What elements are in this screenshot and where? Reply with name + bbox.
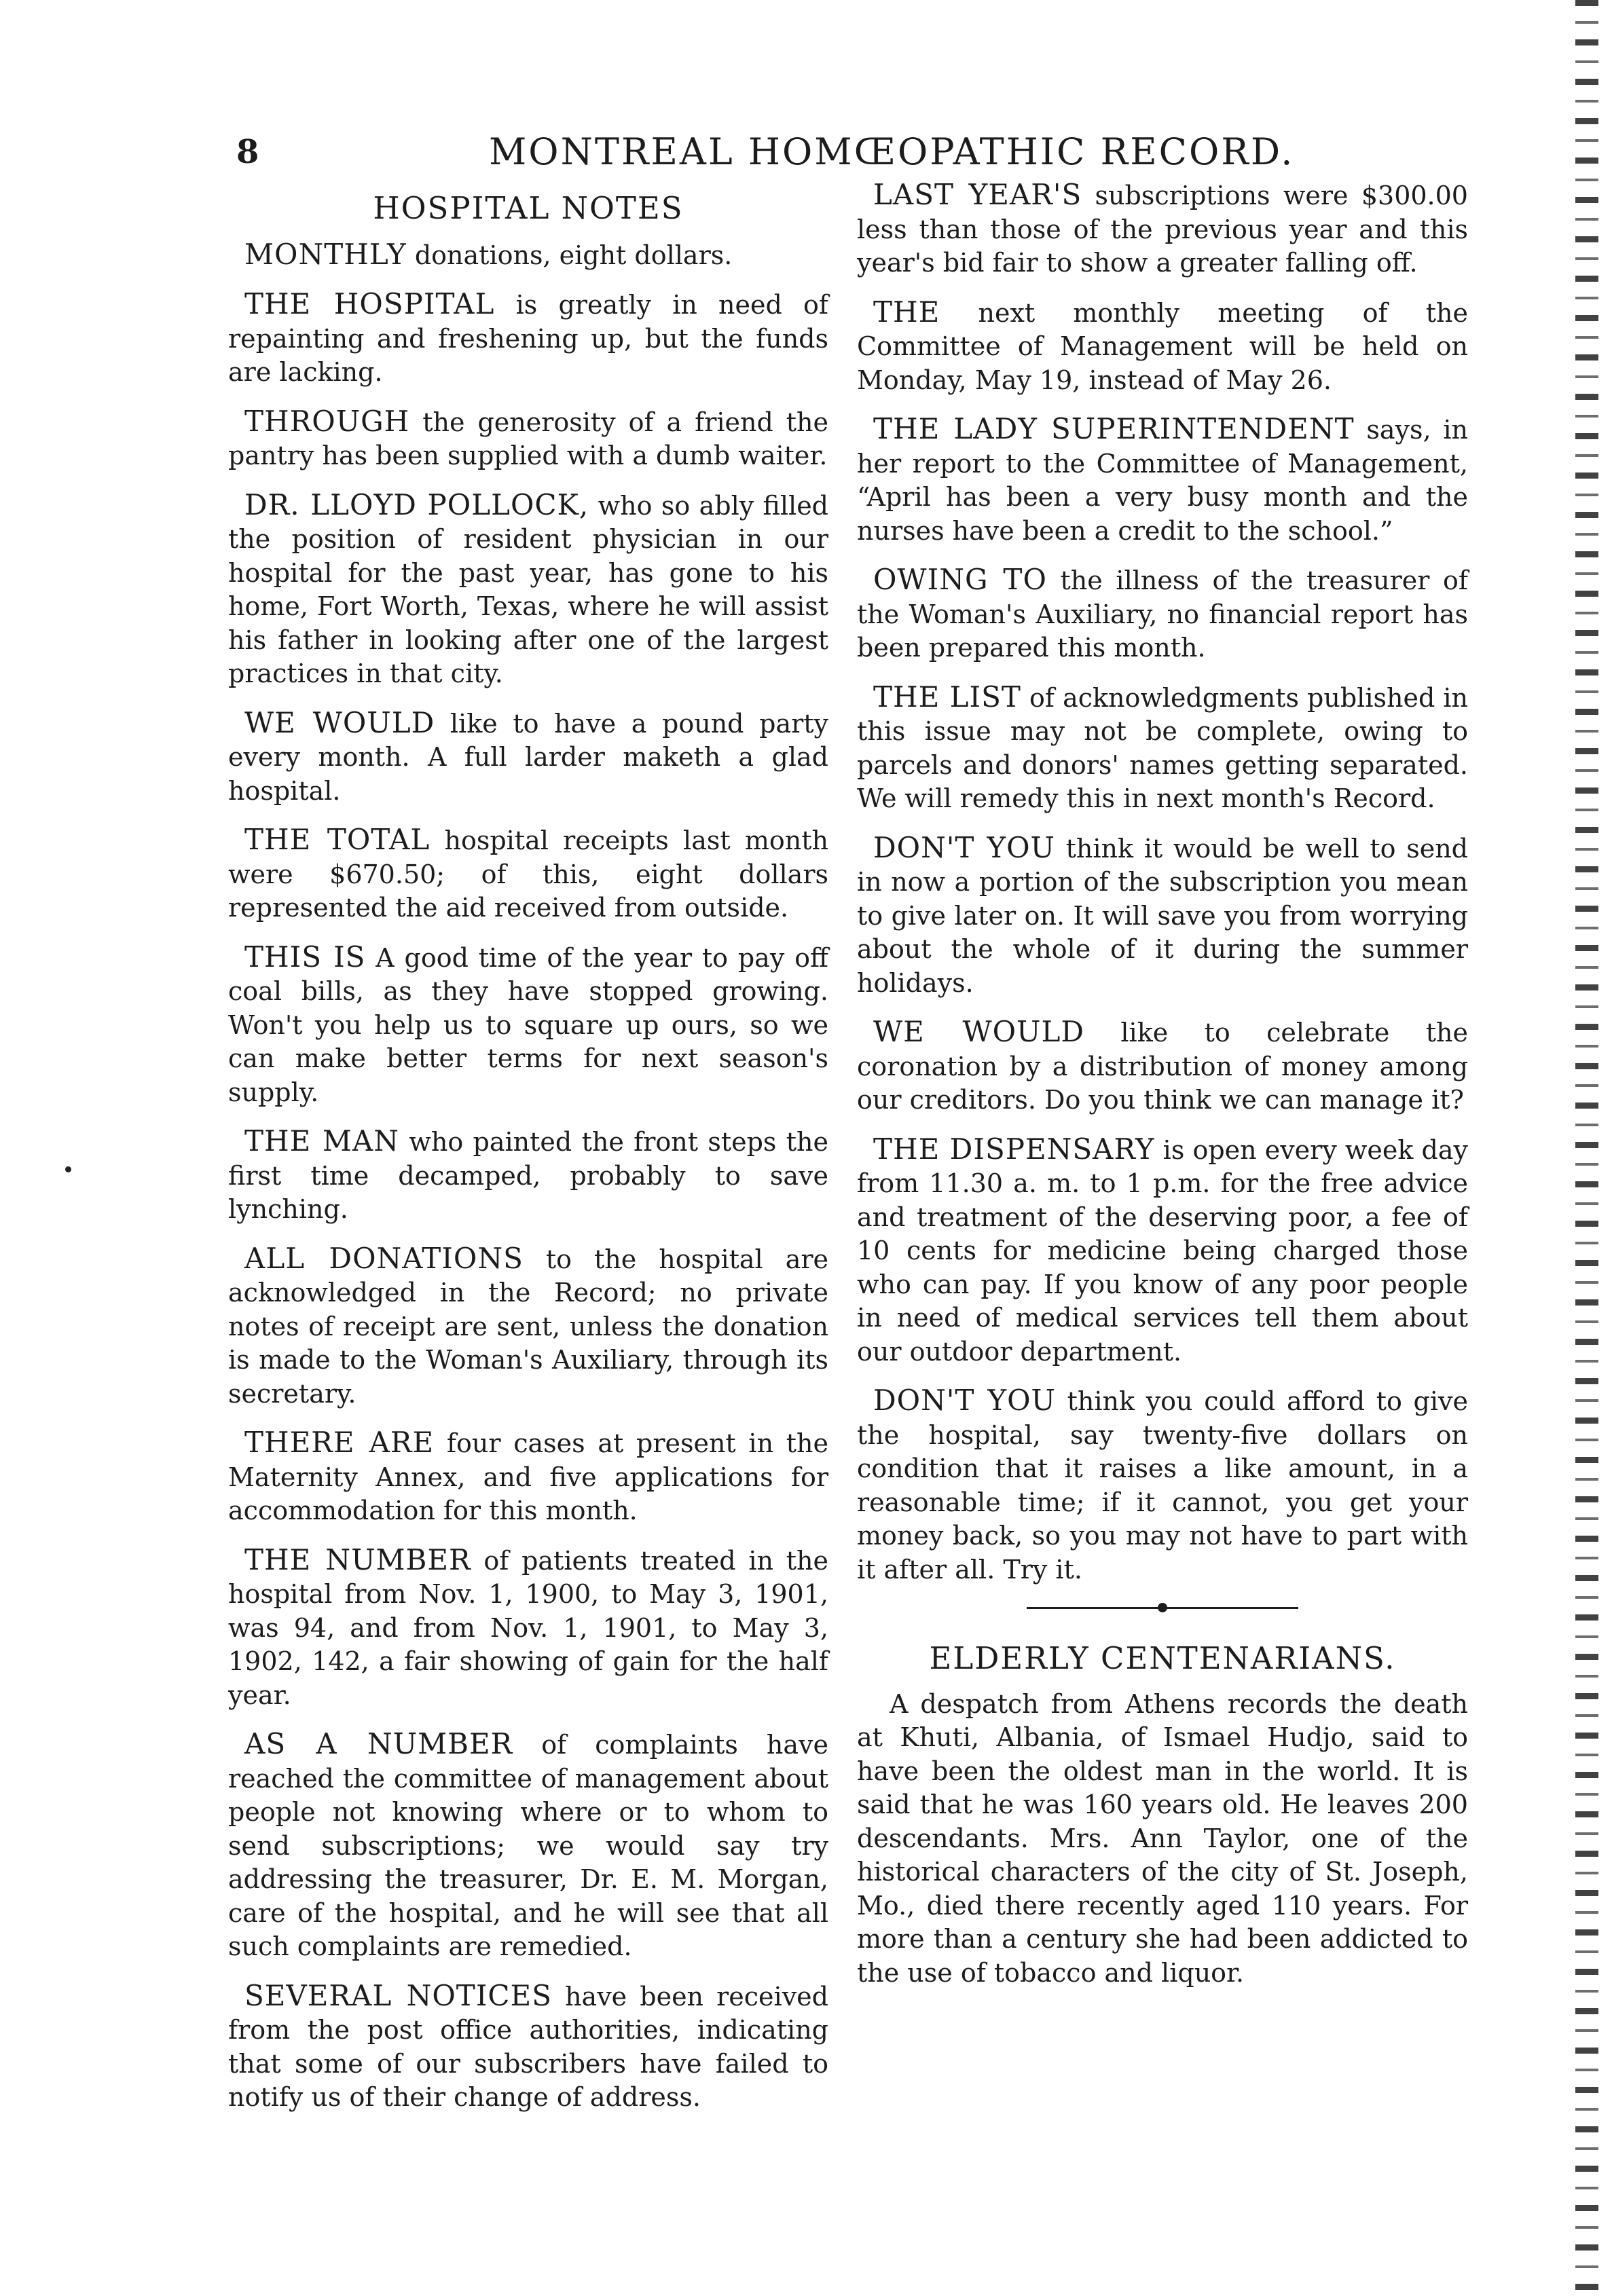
note-lead: THE TOTAL: [244, 823, 431, 856]
scan-speck: [65, 1166, 71, 1172]
note-text: is greatly in need of repainting and freshening up, but the funds are lacking.: [228, 290, 828, 387]
note-text: four cases at present in the Maternity Annex, and five applications for accommodation for this month.: [228, 1428, 828, 1525]
note-lead: THE NUMBER: [244, 1542, 471, 1576]
note-lead: THE LADY SUPERINTENDENT: [873, 412, 1355, 445]
note-text: of acknowledgments published in this issue may not be complete, owing to parcels and donors' names getting separated. We will remedy this in next month's Record.: [857, 682, 1468, 813]
note-paragraph: [228, 940, 828, 1110]
note-paragraph: [857, 412, 1468, 548]
note-paragraph: [857, 680, 1468, 816]
note-paragraph: [857, 1384, 1468, 1587]
note-lead: WE WOULD: [873, 1015, 1085, 1048]
note-lead: THE HOSPITAL: [244, 287, 495, 320]
note-paragraph: [228, 287, 828, 390]
divider-ornament: [1158, 1603, 1167, 1612]
note-paragraph: [228, 1979, 828, 2115]
note-paragraph: [228, 1543, 828, 1713]
right-column: [857, 178, 1468, 2005]
note-text: of complaints have reached the committee of management about people not knowing where or to whom to send subscriptions; we would say try addressing the treasurer, Dr. E. M. Morgan, care of the hospital, and he will see that all such complaints are remedied.: [228, 1730, 828, 1961]
note-paragraph: [228, 706, 828, 809]
note-text: like to have a pound party every month. A full larder maketh a glad hospital.: [228, 708, 828, 806]
note-text: says, in her report to the Committee of Management, “April has been a very busy month and the nurses have been a credit to the school.”: [857, 415, 1468, 546]
note-paragraph: [228, 1426, 828, 1528]
note-text: think it would be well to send in now a portion of the subscription you mean to give later on. It will save you from worrying about the whole of it during the summer holidays.: [857, 833, 1468, 998]
note-lead: SEVERAL NOTICES: [244, 1978, 552, 2012]
note-lead: MONTHLY: [244, 237, 407, 271]
right-notes-list: [857, 178, 1468, 1587]
note-paragraph: [228, 1727, 828, 1964]
note-text: of patients treated in the hospital from Nov. 1, 1900, to May 3, 1901, was 94, and from Nov. 1, 1901, to May 3, 1902, 142, a fair showing of gain for the half year.: [228, 1545, 828, 1710]
note-paragraph: [857, 1132, 1468, 1369]
note-paragraph: [857, 831, 1468, 1001]
hospital-notes-heading: HOSPITAL NOTES: [373, 190, 684, 226]
left-notes-list: [228, 238, 828, 2115]
article-body: A despatch from Athens records the death at Khuti, Albania, of Ismael Hudjo, said to have been the oldest man in the world. It is said that he was 160 years old. He leaves 200 descendants. Mrs. Ann Taylor, one of the historical characters of the city of St. Joseph, Mo., died there recently aged 110 years. For more than a century she had been addicted to the use of tobacco and liquor.: [857, 1688, 1468, 1988]
note-text: like to celebrate the coronation by a distribution of money among our creditors. Do you think we can manage it?: [857, 1018, 1468, 1115]
note-lead: THERE ARE: [244, 1426, 435, 1459]
note-lead: DON'T YOU: [873, 1384, 1056, 1417]
running-head: MONTREAL HOMŒOPATHIC RECORD.: [489, 130, 1295, 173]
note-text: hospital receipts last month were $670.50; of this, eight dollars represented the aid received from outside.: [228, 826, 829, 923]
note-text: the generosity of a friend the pantry has been supplied with a dumb waiter.: [228, 407, 828, 470]
note-text: subscriptions were $300.00 less than those of the previous year and this year's bid fair to show a greater falling off.: [857, 181, 1468, 278]
note-lead: WE WOULD: [244, 705, 435, 739]
article-heading: ELDERLY CENTENARIANS.: [929, 1640, 1396, 1676]
note-lead: THROUGH: [244, 404, 410, 438]
note-lead: DON'T YOU: [873, 830, 1055, 864]
note-lead: THE MAN: [244, 1124, 399, 1158]
note-lead: THIS IS: [244, 940, 366, 974]
note-paragraph: [857, 1015, 1468, 1117]
note-lead: AS A NUMBER: [244, 1727, 513, 1760]
note-paragraph: [228, 1242, 828, 1411]
note-paragraph: [228, 405, 828, 473]
note-lead: OWING TO: [873, 563, 1047, 596]
note-lead: DR. LLOYD POLLOCK,: [244, 487, 589, 521]
note-lead: THE: [873, 295, 940, 329]
binding-edge: [1575, 0, 1598, 2296]
note-text: A good time of the year to pay off coal bills, as they have stopped growing. Won't you help us to square up ours, so we can make better terms for next season's supply.: [228, 942, 828, 1107]
note-paragraph: [857, 178, 1468, 280]
page-number: 8: [236, 133, 259, 171]
note-paragraph: [857, 563, 1468, 665]
note-paragraph: [228, 238, 828, 273]
note-paragraph: [857, 295, 1468, 398]
note-lead: LAST YEAR'S: [873, 178, 1082, 211]
note-text: the illness of the treasurer of the Woman's Auxiliary, no financial report has been prepared this month.: [857, 566, 1468, 663]
section-divider: [1027, 1607, 1298, 1609]
note-text: donations, eight dollars.: [406, 240, 733, 270]
note-paragraph: [228, 823, 828, 925]
note-text: to the hospital are acknowledged in the Record; no private notes of receipt are sent, unless the donation is made to the Woman's Auxiliary, through its secretary.: [228, 1244, 829, 1409]
note-text: think you could afford to give the hospital, say twenty-five dollars on condition that it raises a like amount, in a reasonable time; if it cannot, you get your money back, so you may not have to part with it after all. Try it.: [857, 1386, 1468, 1585]
note-text: who painted the front steps the first time decamped, probably to save lynching.: [228, 1127, 828, 1224]
note-text: have been received from the post office authorities, indicating that some of our subscribers have failed to notify us of their change of address.: [228, 1981, 828, 2112]
note-lead: THE LIST: [873, 680, 1021, 714]
note-text: who so ably filled the position of resident physician in our hospital for the past year, has gone to his home, Fort Worth, Texas, where he will assist his father in looking after one of the largest practices in that city.: [228, 490, 829, 688]
note-text: next monthly meeting of the Committee of Management will be held on Monday, May 19, instead of May 26.: [857, 297, 1468, 395]
note-text: is open every week day from 11.30 a. m. to 1 p.m. for the free advice and treatment of the deserving poor, a fee of 10 cents for medicine being charged those who can pay. If you know of any poor people in need of medical services tell them about our outdoor department.: [857, 1134, 1468, 1367]
note-paragraph: [228, 1124, 828, 1227]
note-lead: THE DISPENSARY: [873, 1132, 1155, 1166]
note-lead: ALL DONATIONS: [244, 1241, 524, 1275]
left-column: [228, 189, 828, 2130]
note-paragraph: [228, 488, 828, 691]
